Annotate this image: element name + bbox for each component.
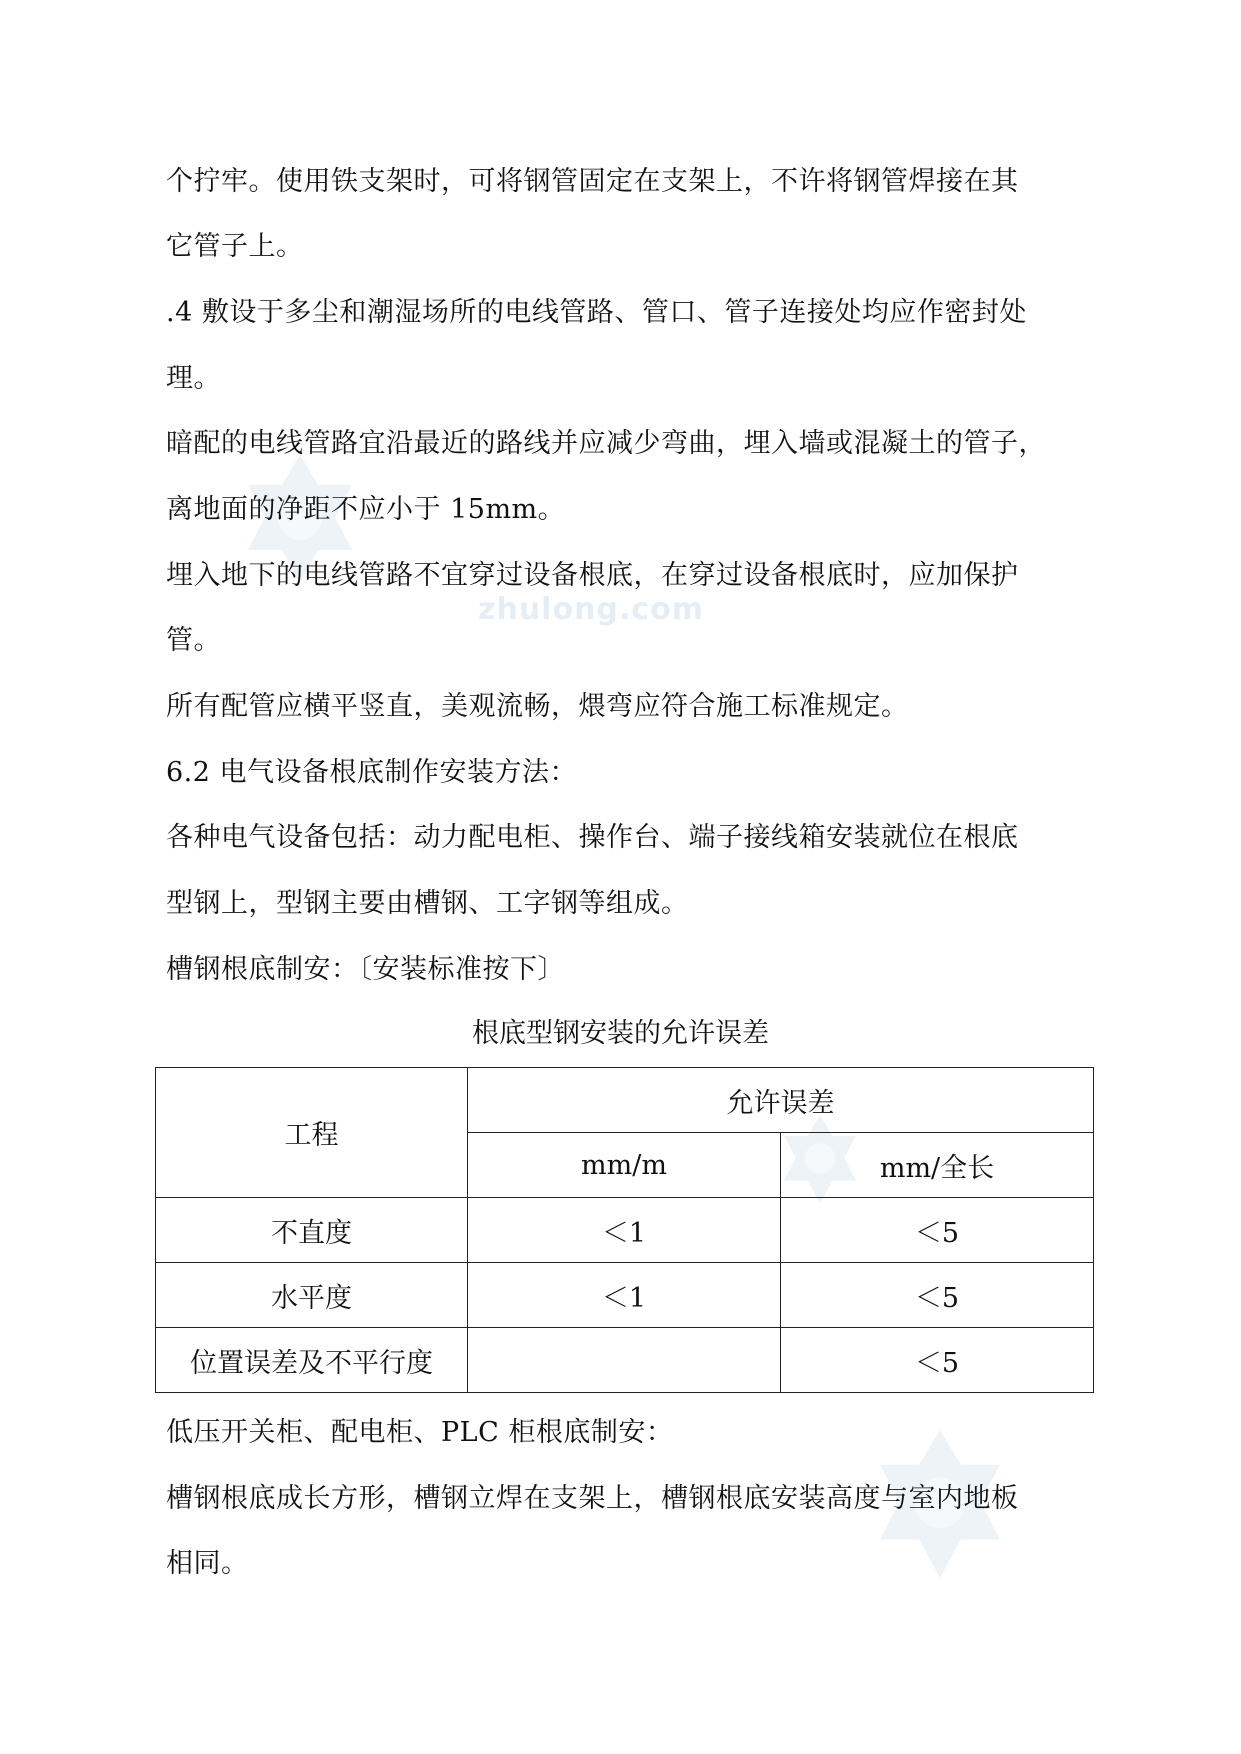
table-row xyxy=(156,1328,1094,1393)
paragraph-line: 暗配的电线管路宜沿最近的路线并应减少弯曲，埋入墙或混凝土的管子， xyxy=(166,428,1046,459)
table-row xyxy=(156,1198,1094,1263)
row-item-cell: 水平度 xyxy=(156,1263,468,1328)
header-per-m-cell: mm/m xyxy=(468,1133,781,1198)
header-full-length-cell: mm/全长 xyxy=(781,1133,1094,1198)
row-per-m-cell xyxy=(468,1328,781,1393)
paragraph-line: 管。 xyxy=(166,625,221,656)
row-full-length-cell: ＜5 xyxy=(781,1198,1094,1263)
paragraph-line: 槽钢根底制安：〔安装标准按下〕 xyxy=(166,954,565,985)
row-full-length-cell: ＜5 xyxy=(781,1328,1094,1393)
paragraph-line: 6.2 电气设备根底制作安装方法： xyxy=(166,757,578,788)
header-item-cell: 工程 xyxy=(156,1068,468,1198)
tolerance-table xyxy=(155,1067,1094,1393)
table-header-row xyxy=(156,1068,1094,1133)
paragraph-line: 槽钢根底成长方形，槽钢立焊在支架上，槽钢根底安装高度与室内地板 xyxy=(166,1483,1019,1514)
paragraph-line: 型钢上，型钢主要由槽钢、工字钢等组成。 xyxy=(166,888,689,919)
paragraph-line: 离地面的净距不应小于 15mm。 xyxy=(166,494,566,525)
row-per-m-cell: ＜1 xyxy=(468,1263,781,1328)
paragraph-line: 个拧牢。使用铁支架时，可将钢管固定在支架上，不许将钢管焊接在其 xyxy=(166,166,1019,197)
header-group-cell: 允许误差 xyxy=(468,1068,1094,1133)
row-per-m-cell: ＜1 xyxy=(468,1198,781,1263)
row-item-cell: 不直度 xyxy=(156,1198,468,1263)
paragraph-line: .4 敷设于多尘和潮湿场所的电线管路、管口、管子连接处均应作密封处 xyxy=(166,297,1027,328)
watermark-text: zhulong.com xyxy=(478,592,704,627)
table-row xyxy=(156,1263,1094,1328)
paragraph-line: 理。 xyxy=(166,363,221,394)
row-full-length-cell: ＜5 xyxy=(781,1263,1094,1328)
paragraph-line: 所有配管应横平竖直，美观流畅，煨弯应符合施工标准规定。 xyxy=(166,691,909,722)
table-caption: 根底型钢安装的允许误差 xyxy=(472,1018,769,1049)
row-item-cell: 位置误差及不平行度 xyxy=(156,1328,468,1393)
paragraph-line: 相同。 xyxy=(166,1548,249,1579)
paragraph-line: 低压开关柜、配电柜、PLC 柜根底制安： xyxy=(166,1417,674,1448)
paragraph-line: 各种电气设备包括：动力配电柜、操作台、端子接线箱安装就位在根底 xyxy=(166,822,1019,853)
paragraph-line: 埋入地下的电线管路不宜穿过设备根底，在穿过设备根底时，应加保护 xyxy=(166,560,1019,591)
paragraph-line: 它管子上。 xyxy=(166,231,304,262)
